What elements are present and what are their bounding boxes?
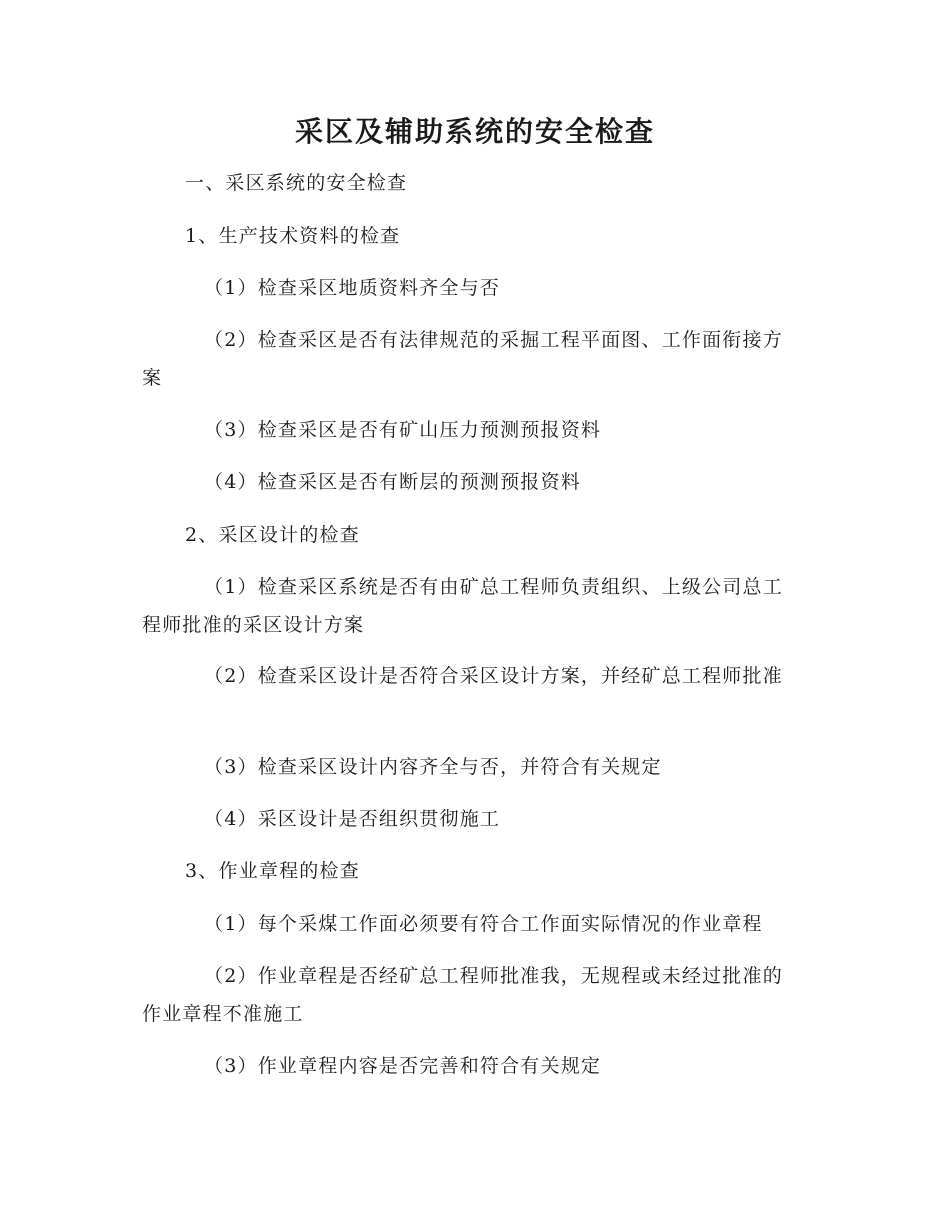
list-item: （2）作业章程是否经矿总工程师批准我，无规程或未经过批准的作业章程不准施工 — [142, 965, 783, 1025]
list-item: （4）采区设计是否组织贯彻施工 — [204, 808, 501, 830]
list-item: （2）检查采区是否有法律规范的采掘工程平面图、工作面衔接方案 — [142, 329, 783, 389]
list-item: （4）检查采区是否有断层的预测预报资料 — [204, 471, 581, 493]
list-item: （3）检查采区是否有矿山压力预测预报资料 — [204, 419, 602, 441]
section-heading: 一、采区系统的安全检查 — [185, 172, 408, 194]
subsection-heading: 1、生产技术资料的检查 — [185, 225, 401, 247]
subsection-heading: 2、采区设计的检查 — [185, 524, 360, 546]
list-item: （3）作业章程内容是否完善和符合有关规定 — [204, 1055, 602, 1077]
list-item: （1）检查采区系统是否有由矿总工程师负责组织、上级公司总工程师批准的采区设计方案 — [142, 576, 783, 636]
subsection-heading: 3、作业章程的检查 — [185, 860, 360, 882]
document-title: 采区及辅助系统的安全检查 — [294, 115, 655, 148]
list-item: （1）每个采煤工作面必须要有符合工作面实际情况的作业章程 — [204, 913, 763, 935]
list-item: （3）检查采区设计内容齐全与否，并符合有关规定 — [204, 756, 662, 778]
list-item: （1）检查采区地质资料齐全与否 — [204, 277, 501, 299]
list-item: （2）检查采区设计是否符合采区设计方案，并经矿总工程师批准 — [204, 665, 783, 687]
